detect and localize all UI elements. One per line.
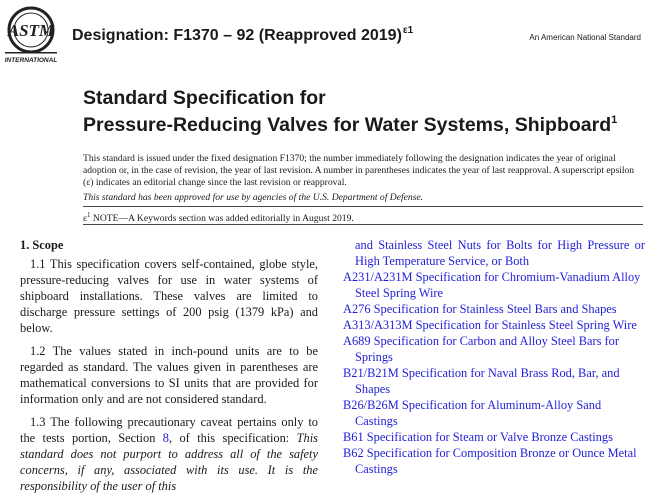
designation	[72, 25, 413, 45]
title-line-2: Pressure-Reducing Valves for Water Systems, Shipboard$^1$	[83, 114, 618, 136]
reference-item: A276 Specification for Stainless Steel Bars and Shapes	[343, 302, 617, 316]
reference-link[interactable]: B26/B26M	[343, 398, 399, 412]
paragraph-1-2: 1.2 The values stated in inch-pound units are to be regarded as standard. The values given in parentheses are mathematical conversions to SI units that are provided for information only and are not considered standard.	[20, 344, 318, 406]
title-footnote-mark: 1	[611, 114, 618, 126]
svg-text:INTERNATIONAL: INTERNATIONAL	[4, 57, 58, 64]
designation-text: Designation: F1370 – 92 (Reapproved 2019)	[72, 27, 402, 44]
reference-item: B61 Specification for Steam or Valve Bronze Castings	[343, 430, 613, 444]
svg-text:ASTM: ASTM	[7, 21, 55, 40]
astm-logo	[3, 4, 59, 66]
designation-superscript: ε1	[402, 25, 414, 36]
reference-item: A231/A231M Specification for Chromium-Vanadium Alloy Steel Spring Wire	[343, 270, 641, 300]
paragraph-1-3: 1.3 The following precautionary caveat pertains only to the tests portion, Section 8, of this specification: This standard does not purport to address all of the safety concerns, if any, associated with its use. It is the responsibility of the user of this	[20, 415, 318, 493]
reference-continuation: and Stainless Steel Nuts for Bolts for High Pressure or High Temperature Service, or Both	[355, 238, 645, 268]
document-title	[83, 87, 617, 136]
left-column	[20, 237, 318, 501]
reference-link[interactable]: A231/A231M	[343, 270, 413, 284]
divider-top	[83, 206, 643, 207]
section-8-link[interactable]: 8	[162, 431, 169, 445]
reference-item: B62 Specification for Composition Bronze or Ounce Metal Castings	[343, 446, 637, 476]
reference-link[interactable]: B62	[343, 446, 364, 460]
reference-link[interactable]: A689	[343, 334, 371, 348]
issuance-note: This standard is issued under the fixed designation F1370; the number immediately following the designation indicates the year of original adoption or, in the case of revision, the year of last revision. A number in parentheses indicates the year of last reapproval. A superscript epsilon (ε) indicates an editorial change since the last revision or reapproval.	[83, 153, 635, 188]
reference-item: B21/B21M Specification for Naval Brass Rod, Bar, and Shapes	[343, 366, 620, 396]
reference-link[interactable]: A276	[343, 302, 371, 316]
reference-item: A313/A313M Specification for Stainless Steel Spring Wire	[343, 318, 637, 332]
reference-item: A689 Specification for Carbon and Alloy Steel Bars for Springs	[343, 334, 619, 364]
title-line-1: Standard Specification for	[83, 87, 326, 109]
reference-link[interactable]: B21/B21M	[343, 366, 399, 380]
right-column	[343, 237, 645, 477]
national-standard-label: An American National Standard	[529, 33, 641, 42]
dod-approval-note: This standard has been approved for use by agencies of the U.S. Department of Defense.	[83, 192, 424, 203]
epsilon-note: $\varepsilon^1$ NOTE—A Keywords section was added editorially in August 2019.	[83, 211, 354, 225]
section-heading-scope: 1. Scope	[20, 238, 64, 252]
paragraph-1-1: 1.1 This specification covers self-contained, globe style, pressure-reducing valves for use in water systems of shipboard installations. These valves are limited to discharge pressure settings of 200 psig (1379 kPa) and below.	[20, 257, 318, 335]
reference-item: B26/B26M Specification for Aluminum-Alloy Sand Castings	[343, 398, 602, 428]
divider-bottom	[83, 224, 643, 225]
reference-link[interactable]: A313/A313M	[343, 318, 413, 332]
reference-link[interactable]: B61	[343, 430, 364, 444]
